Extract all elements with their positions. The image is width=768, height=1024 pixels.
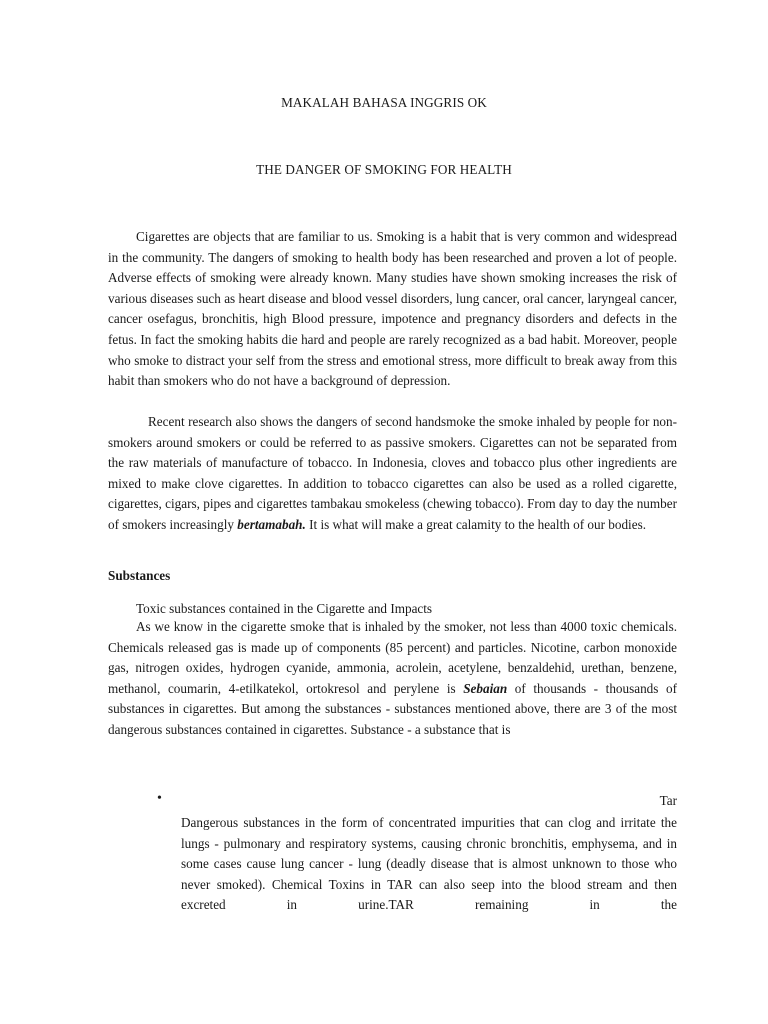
- tar-label: Tar: [659, 793, 677, 808]
- intro-paragraph: Cigarettes are objects that are familiar to us. Smoking is a habit that is very common and widespread in the community. The dangers of smoking to health body has been researched and proven a lot of people. Adverse effects of smoking were already known. Many studies have shown smoking increases the risk of various diseases such as heart disease and blood vessel disorders, lung cancer, oral cancer, laryngeal cancer, cancer osefagus, bronchitis, high Blood pressure, impotence and pregnancy disorders and defects in the fetus. In fact the smoking habits die hard and people are rarely recognized as a bad habit. Moreover, people who smoke to distract your self from the stress and emotional stress, more difficult to break away from this habit than smokers who do not have a background of depression.: [108, 229, 677, 389]
- document-title: MAKALAH BAHASA INGGRIS OK: [281, 95, 487, 110]
- tar-description: Dangerous substances in the form of concentrated impurities that can clog and irritate the lungs - pulmonary and respiratory systems, causing chronic bronchitis, emphysema, and in some cases cause lung cancer - lung (deadly disease that is almost unknown to those who never smoked). Chemical Toxins in TAR can also seep into the blood stream and then excreted in urine.TAR remaining in the: [181, 815, 677, 913]
- substances-paragraph: [108, 617, 677, 741]
- bullet-icon: •: [157, 791, 162, 806]
- emphasis-sebaian: Sebaian: [463, 680, 508, 696]
- essay-title: THE DANGER OF SMOKING FOR HEALTH: [256, 162, 512, 177]
- section-heading: Substances: [108, 568, 171, 583]
- second-paragraph: [108, 412, 677, 536]
- substances-paragraph-end: of thousands - thousands of substances in cigarettes. But among the substances - substances mentioned above, there are 3 of the most dangerous substances contained in cigarettes. Substance - a substance that is: [108, 680, 677, 737]
- emphasis-bertamabah: bertamabah.: [237, 516, 306, 532]
- substances-paragraph-text: As we know in the cigarette smoke that is inhaled by the smoker, not less than 4000 toxic chemicals. Chemicals released gas is made up of components (85 percent) and particles. Nicotine, carbon monoxide gas, nitrogen oxides, hydrogen cyanide, ammonia, acrolein, acetylene, benzaldehid, urethan, benzene, methanol, coumarin, 4-etilkatekol, ortokresol and perylene is: [108, 619, 677, 696]
- second-paragraph-text: Recent research also shows the dangers of second handsmoke the smoke inhaled by people for non-smokers around smokers or could be referred to as passive smokers. Cigarettes can not be separated from the raw materials of manufacture of tobacco. In Indonesia, cloves and tobacco plus other ingredients are mixed to make clove cigarettes. In addition to tobacco cigarettes can also be used as a rolled cigarette, cigarettes, cigars, pipes and cigarettes tambakau smokeless (chewing tobacco). From day to day the number of smokers increasingly: [108, 414, 677, 532]
- section-subheading: Toxic substances contained in the Cigarette and Impacts: [136, 601, 433, 616]
- second-paragraph-end: It is what will make a great calamity to the health of our bodies.: [305, 516, 647, 532]
